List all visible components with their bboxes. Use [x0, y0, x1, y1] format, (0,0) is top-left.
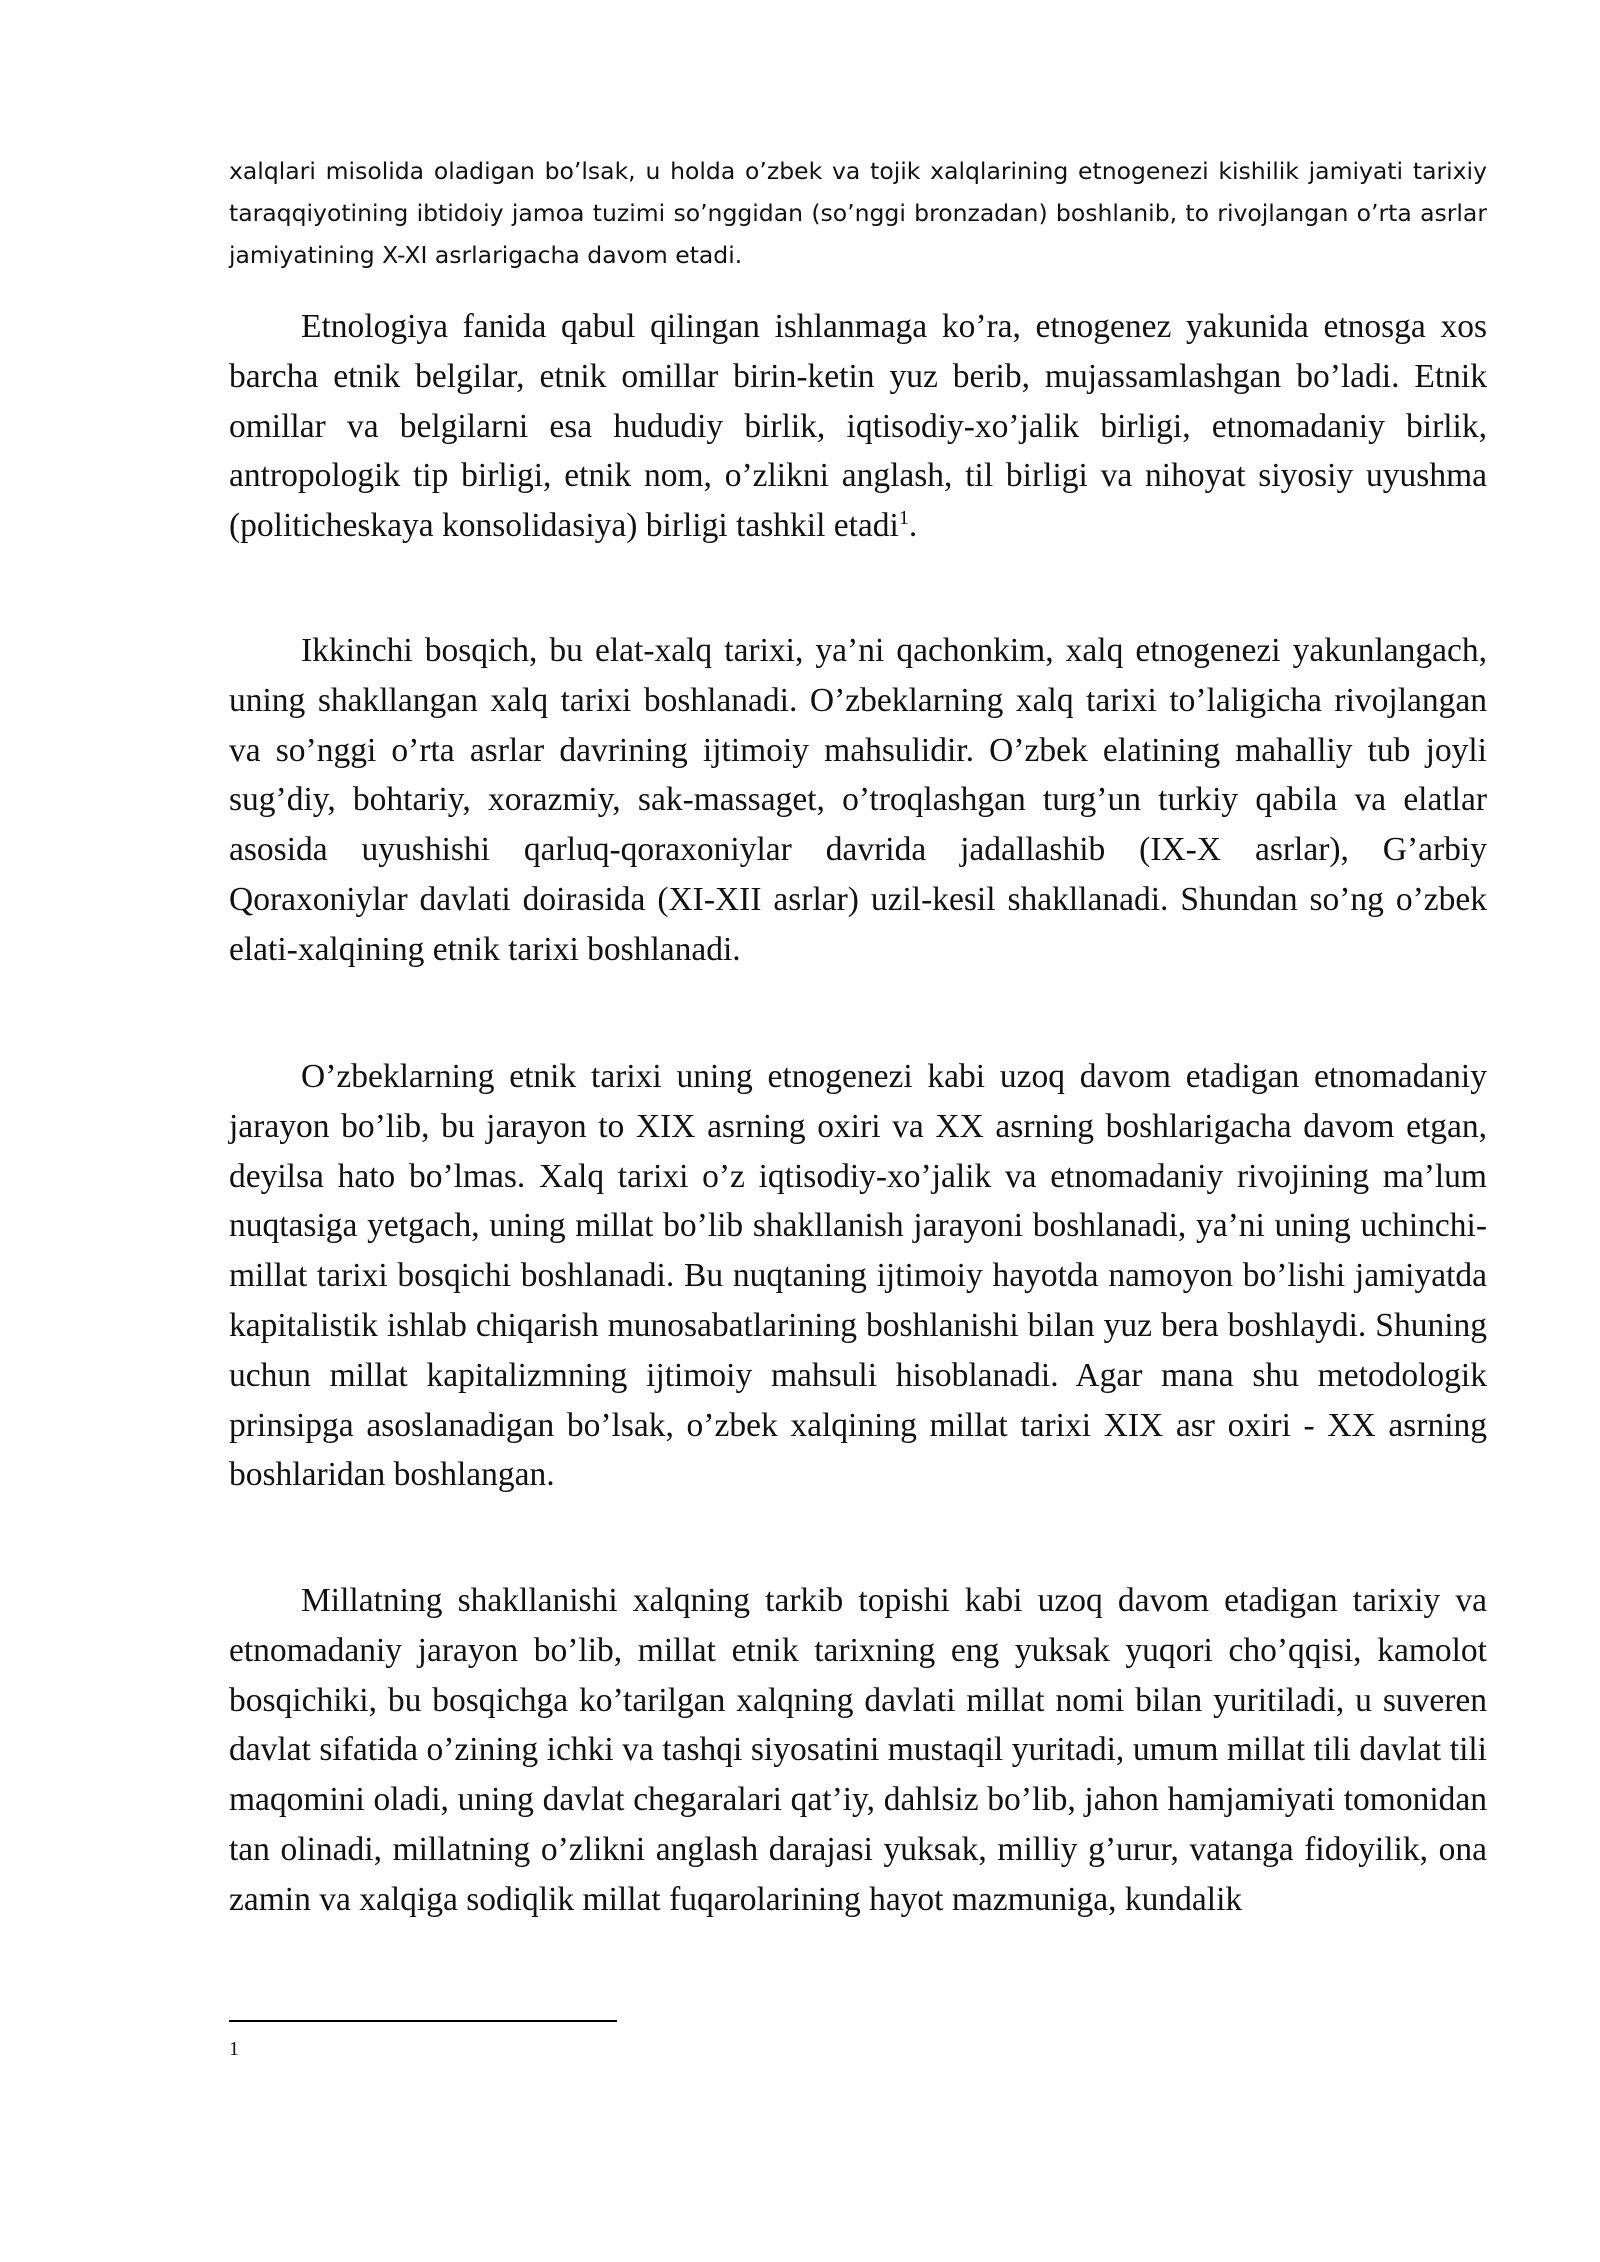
paragraph-etnik-tarixi: O’zbeklarning etnik tarixi uning etnogenezi kabi uzoq davom etadigan etnomadaniy jarayon bo’lib, bu jarayon to XIX asrning oxiri va XX asrning boshlarigacha davom etgan, deyilsa hato bo’lmas. Xalq tarixi o’z iqtisodiy-xo’jalik va etnomadaniy rivojining ma’lum nuqtasiga yetgach, uning millat bo’lib shakllanish jarayoni boshlanadi, ya’ni uning uchinchi-millat tarixi bosqichi boshlanadi. Bu nuqtaning ijtimoiy hayotda namoyon bo’lishi jamiyatda kapitalistik ishlab chiqarish munosabatlarining boshlanishi bilan yuz bera boshlaydi. Shuning uchun millat kapitalizmning ijtimoiy mahsuli hisoblanadi. Agar mana shu metodologik prinsipga asoslanadigan bo’lsak, o’zbek xalqining millat tarixi XIX asr oxiri - XX asrning boshlaridan boshlangan. — [229, 1058, 1487, 1494]
paragraph-text: Etnologiya fanida qabul qilingan ishlanmaga ko’ra, etnogenez yakunida etnosga xos barcha etnik belgilar, etnik omillar birin-ketin yuz berib, mujassamlashgan bo’ladi. Etnik omillar va belgilarni esa hududiy birlik, iqtisodiy-xo’jalik birligi, etnomadaniy birlik, antropologik tip birligi, etnik nom, o’zlikni anglash, til birligi va nihoyat siyosiy uyushma (politicheskaya konsolidasiya) birligi tashkil etadi — [229, 308, 1487, 545]
footnote-separator — [229, 2020, 617, 2022]
paragraph-ikkinchi-bosqich: Ikkinchi bosqich, bu elat-xalq tarixi, ya’ni qachonkim, xalq etnogenezi yakunlangach, uning shakllangan xalq tarixi boshlanadi. O’zbeklarning xalq tarixi to’laligicha rivojlangan va so’nggi o’rta asrlar davrining ijtimoiy mahsulidir. O’zbek elatining mahalliy tub joyli sug’diy, bohtariy, xorazmiy, sak-massaget, o’troqlashgan turg’un turkiy qabila va elatlar asosida uyushishi qarluq-qoraxoniylar davrida jadallashib (IX-X asrlar), G’arbiy Qoraxoniylar davlati doirasida (XI-XII asrlar) uzil-kesil shakllanadi. Shundan so’ng o’zbek elati-xalqining etnik tarixi boshlanadi. — [229, 632, 1487, 968]
lead-paragraph: xalqlari misolida oladigan bo’lsak, u holda o’zbek va tojik xalqlarining etnogenezi kishilik jamiyati tarixiy taraqqiyotining ibtidoiy jamoa tuzimi so’nggidan (so’nggi bronzadan) boshlanib, to rivojlangan o’rta asrlar jamiyatining X-XI asrlarigacha davom etadi. — [229, 157, 1487, 269]
paragraph-tail: . — [908, 507, 918, 545]
footnote-number: 1 — [229, 2038, 239, 2060]
paragraph-etnologiya — [229, 302, 1487, 551]
footnote-reference[interactable]: 1 — [898, 507, 909, 530]
paragraph-millatning-shakllanishi: Millatning shakllanishi xalqning tarkib topishi kabi uzoq davom etadigan tarixiy va etnomadaniy jarayon bo’lib, millat etnik tarixning eng yuksak yuqori cho’qqisi, kamolot bosqichiki, bu bosqichga ko’tarilgan xalqning davlati millat nomi bilan yuritiladi, u suveren davlat sifatida o’zining ichki va tashqi siyosatini mustaqil yuritadi, umum millat tili davlat tili maqomini oladi, uning davlat chegaralari qat’iy, dahlsiz bo’lib, jahon hamjamiyati tomonidan tan olinadi, millatning o’zlikni anglash darajasi yuksak, milliy g’urur, vatanga fidoyilik, ona zamin va xalqiga sodiqlik millat fuqarolarining hayot mazmuniga, kundalik — [229, 1582, 1487, 1918]
